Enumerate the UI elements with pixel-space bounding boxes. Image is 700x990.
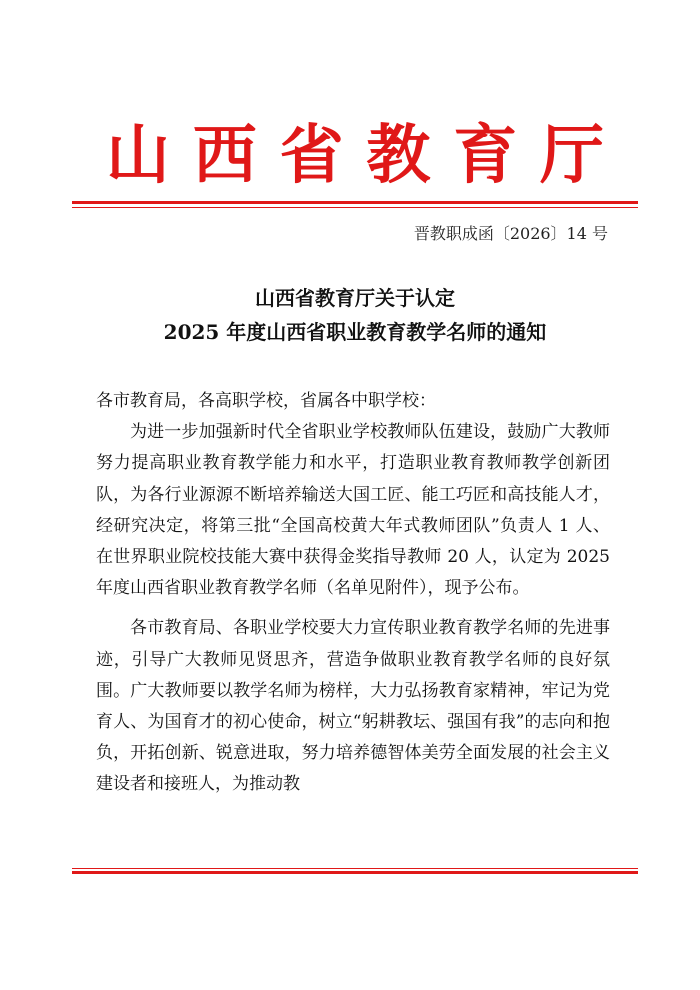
header-char: 教 bbox=[366, 118, 431, 193]
document-number: 晋教职成函〔2026〕14 号 bbox=[413, 224, 608, 243]
document-body bbox=[96, 386, 610, 801]
header-divider-thick bbox=[72, 201, 638, 204]
footer-divider-thick bbox=[72, 871, 638, 874]
footer-divider-thin bbox=[72, 868, 638, 869]
header-char: 省 bbox=[279, 118, 344, 193]
document-title bbox=[80, 281, 630, 349]
title-line-2: 2025 年度山西省职业教育教学名师的通知 bbox=[163, 320, 547, 344]
header-char: 厅 bbox=[539, 118, 604, 193]
header-char: 西 bbox=[192, 118, 257, 193]
header-char: 山 bbox=[106, 118, 170, 193]
salutation: 各市教育局，各高职学校，省属各中职学校： bbox=[96, 391, 436, 411]
header-char: 育 bbox=[453, 118, 518, 193]
body-paragraph-2: 各市教育局、各职业学校要大力宣传职业教育教学名师的先进事迹，引导广大教师见贤思齐，营造争做职业教育教学名师的良好氛围。广大教师要以教学名师为榜样，大力弘扬教育家精神，牢记为党育人、为国育才的初心使命，树立“躬耕教坛、强国有我”的志向和抱负，开拓创新、锐意进取，努力培养德智体美劳全面发展的社会主义建设者和接班人，为推动教 bbox=[96, 618, 610, 795]
title-line-1: 山西省教育厅关于认定 bbox=[255, 286, 455, 310]
body-paragraph-1: 为进一步加强新时代全省职业学校教师队伍建设，鼓励广大教师努力提高职业教育教学能力和水平，打造职业教育教师教学创新团队，为各行业源源不断培养输送大国工匠、能工巧匠和高技能人才，经研究决定，将第三批“全国高校黄大年式教师团队”负责人 1 人、在世界职业院校技能大赛中获得金奖指导教师 20 人，认定为 2025 年度山西省职业教育教学名师（名单见附件），现予公布。 bbox=[96, 422, 610, 599]
issuing-authority-header bbox=[70, 116, 640, 196]
header-divider-thin bbox=[72, 207, 638, 208]
